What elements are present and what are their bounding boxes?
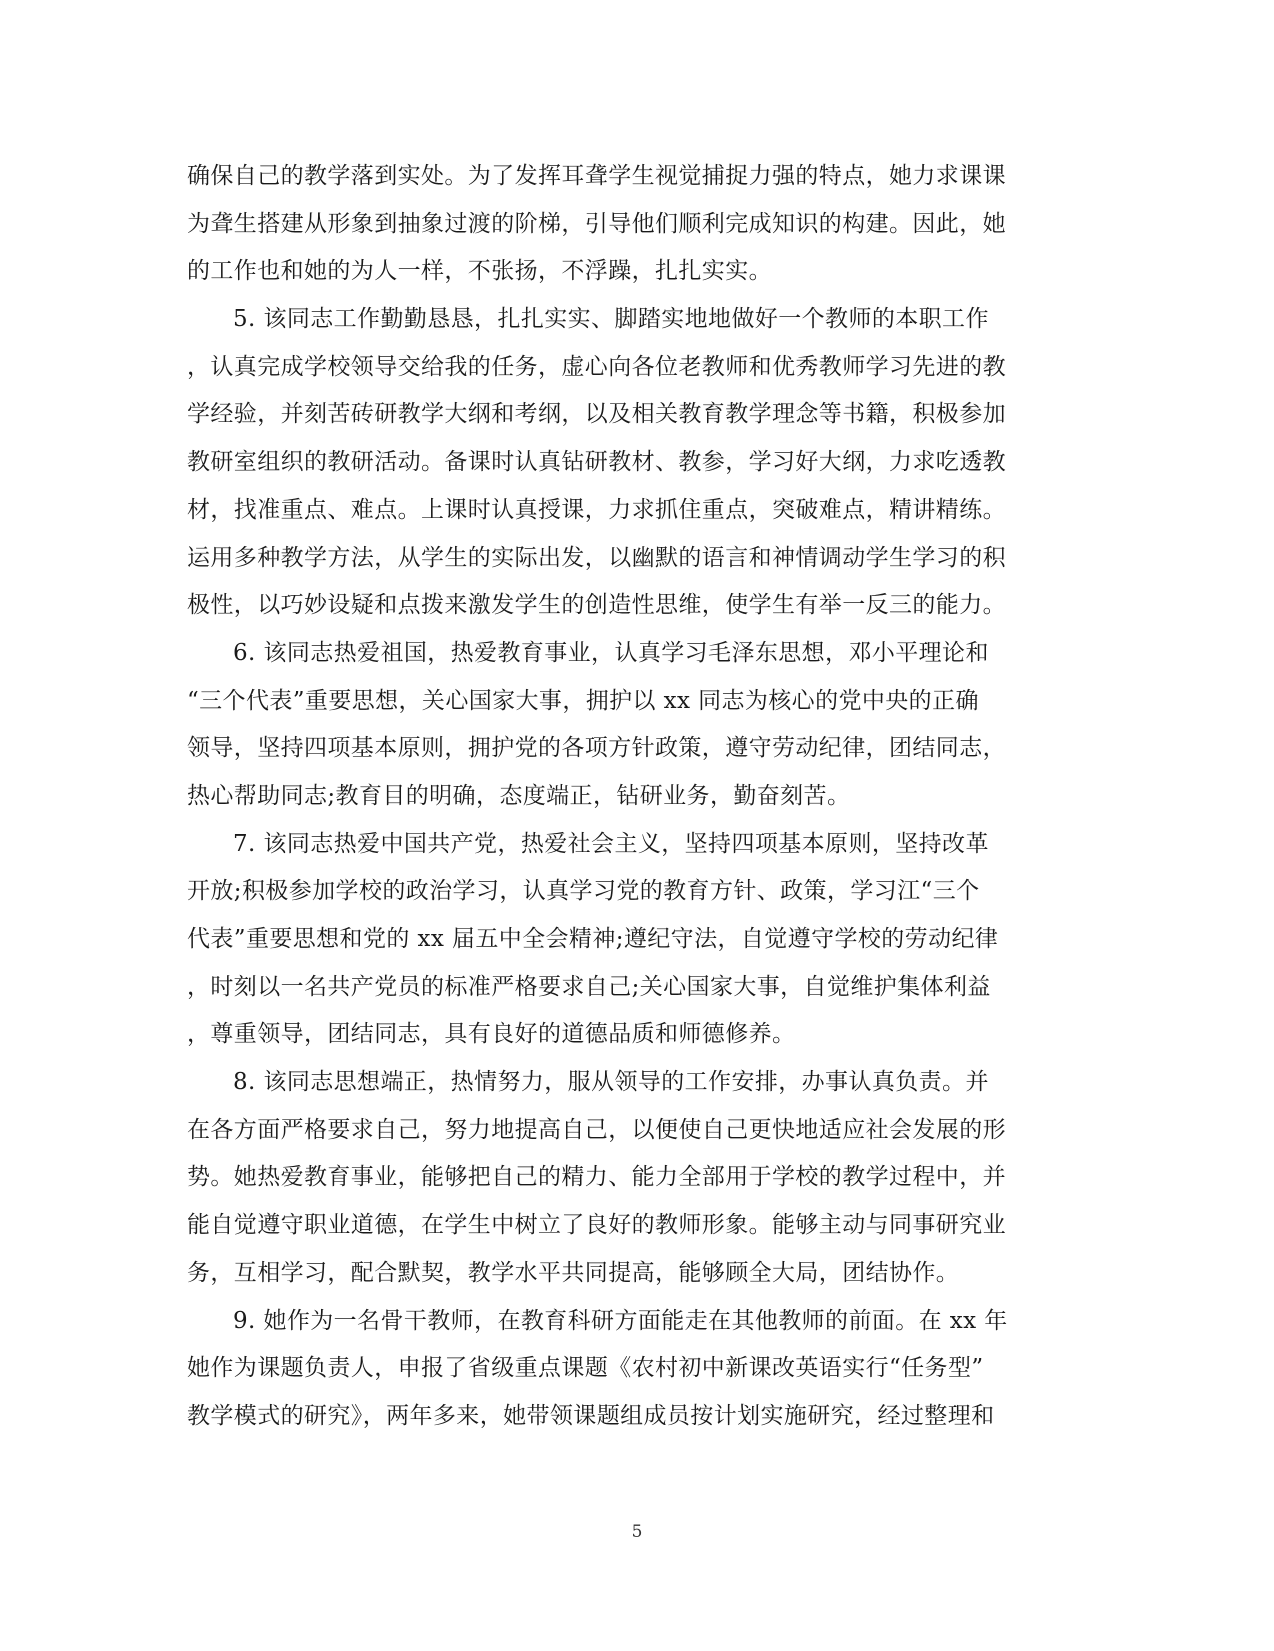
- text-line: 材，找准重点、难点。上课时认真授课，力求抓住重点，突破难点，精讲精练。: [187, 496, 1006, 523]
- text-line: ，尊重领导，团结同志，具有良好的道德品质和师德修养。: [187, 1021, 796, 1048]
- text-line: 代表”重要思想和党的 xx 届五中全会精神;遵纪守法，自觉遵守学校的劳动纪律: [187, 926, 999, 952]
- text-line: 运用多种教学方法，从学生的实际出发，以幽默的语言和神情调动学生学习的积: [187, 544, 1006, 571]
- text-line: “三个代表”重要思想，关心国家大事，拥护以 xx 同志为核心的党中央的正确: [187, 687, 979, 714]
- paragraph-item-7: [187, 821, 1087, 1059]
- text-line: 热心帮助同志;教育目的明确，态度端正，钻研业务，勤奋刻苦。: [187, 782, 851, 809]
- text-line: 8. 该同志思想端正，热情努力，服从领导的工作安排，办事认真负责。并: [233, 1069, 989, 1096]
- text-line: 6. 该同志热爱祖国，热爱教育事业，认真学习毛泽东思想，邓小平理论和: [233, 639, 989, 666]
- paragraph-continuation: [187, 153, 1087, 296]
- text-line: 9. 她作为一名骨干教师，在教育科研方面能走在其他教师的前面。在 xx 年: [233, 1307, 1008, 1334]
- text-line: 学经验，并刻苦砖研教学大纲和考纲，以及相关教育教学理念等书籍，积极参加: [187, 401, 1006, 428]
- body-text: [187, 153, 1087, 1441]
- paragraph-item-9: [187, 1298, 1087, 1441]
- paragraph-item-5: [187, 296, 1087, 630]
- paragraph-item-8: [187, 1059, 1087, 1297]
- text-line: 极性，以巧妙设疑和点拨来激发学生的创造性思维，使学生有举一反三的能力。: [187, 592, 1006, 619]
- text-line: ，时刻以一名共产党员的标准严格要求自己;关心国家大事，自觉维护集体利益: [187, 973, 991, 1000]
- text-line: 的工作也和她的为人一样，不张扬，不浮躁，扎扎实实。: [187, 258, 772, 285]
- text-line: 在各方面严格要求自己，努力地提高自己，以便使自己更快地适应社会发展的形: [187, 1116, 1006, 1143]
- text-line: 教学模式的研究》，两年多来，她带领课题组成员按计划实施研究，经过整理和: [187, 1402, 995, 1429]
- text-line: 能自觉遵守职业道德，在学生中树立了良好的教师形象。能够主动与同事研究业: [187, 1212, 1006, 1239]
- text-line: 确保自己的教学落到实处。为了发挥耳聋学生视觉捕捉力强的特点，她力求课课: [187, 163, 1006, 189]
- text-line: 领导，坚持四项基本原则，拥护党的各项方针政策，遵守劳动纪律，团结同志，: [187, 735, 1006, 762]
- text-line: 教研室组织的教研活动。备课时认真钻研教材、教参，学习好大纲，力求吃透教: [187, 449, 1006, 476]
- text-line: 势。她热爱教育事业，能够把自己的精力、能力全部用于学校的教学过程中，并: [187, 1164, 1006, 1191]
- page-number: 5: [631, 1522, 643, 1542]
- text-line: 7. 该同志热爱中国共产党，热爱社会主义，坚持四项基本原则，坚持改革: [233, 830, 989, 857]
- text-line: ，认真完成学校领导交给我的任务，虚心向各位老教师和优秀教师学习先进的教: [187, 353, 1006, 380]
- paragraph-item-6: [187, 630, 1087, 821]
- text-line: 开放;积极参加学校的政治学习，认真学习党的教育方针、政策，学习江“三个: [187, 878, 980, 905]
- text-line: 她作为课题负责人，申报了省级重点课题《农村初中新课改英语实行“任务型”: [187, 1355, 984, 1382]
- text-line: 为聋生搭建从形象到抽象过渡的阶梯，引导他们顺利完成知识的构建。因此，她: [187, 210, 1006, 237]
- text-line: 务，互相学习，配合默契，教学水平共同提高，能够顾全大局，团结协作。: [187, 1259, 960, 1286]
- text-line: 5. 该同志工作勤勤恳恳，扎扎实实、脚踏实地地做好一个教师的本职工作: [233, 306, 989, 333]
